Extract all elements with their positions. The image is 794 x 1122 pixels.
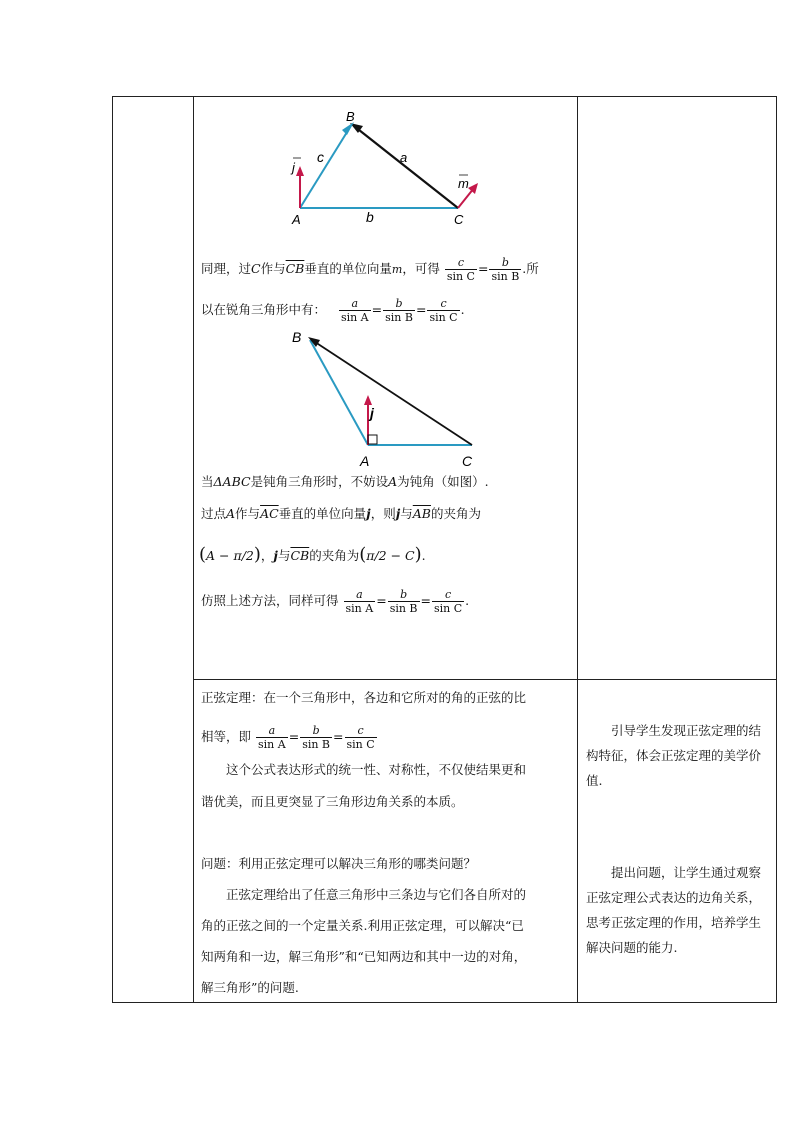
fraction-c-sinC: $\frac{c}{\text{sin C}}$: [446, 256, 475, 283]
vector-j: j: [273, 548, 278, 563]
text-fragment: 当: [201, 474, 214, 489]
teaching-note-1: 引导学生发现正弦定理的结构特征，体会正弦定理的美学价值.: [586, 723, 762, 788]
text-fragment: 垂直的单位向量: [304, 261, 392, 276]
text-line-6: [201, 588, 469, 615]
vector-j: j: [395, 506, 401, 521]
fraction-a-sinA: $\frac{a}{\text{sin A}}$: [258, 724, 286, 751]
text-fragment: 是钝角三角形时，不妨设: [250, 474, 389, 489]
equals-sign: =: [333, 729, 344, 744]
text-fragment: 与: [400, 506, 413, 521]
fraction-b-sinB: $\frac{b}{\text{sin B}}$: [389, 588, 418, 615]
vector-AC: $\overline{AC}$: [260, 506, 279, 521]
text-fragment: 的夹角为: [430, 506, 481, 521]
text-fragment: .: [460, 302, 465, 317]
paragraph-line: 解三角形”的问题.: [201, 980, 299, 995]
fraction-c-sinC: $\frac{c}{\text{sin C}}$: [346, 724, 375, 751]
angle-expression-1: A − π/2: [206, 548, 254, 563]
paragraph-line: 知两角和一边，解三角形”和“已知两边和其中一边的对角，: [201, 949, 527, 964]
equals-sign: =: [477, 261, 489, 276]
fraction-b-sinB: $\frac{b}{\text{sin B}}$: [302, 724, 331, 751]
vertex-C-label: C: [454, 212, 464, 227]
text-fragment: 以在锐角三角形中有：: [201, 302, 327, 317]
side-b-label: b: [366, 209, 374, 225]
vector-j-label: j: [292, 160, 295, 175]
text-fragment: .: [421, 548, 426, 563]
text-fragment: 为钝角（如图）.: [397, 474, 489, 489]
text-fragment: 同理，过: [201, 261, 252, 276]
acute-triangle-figure: [280, 104, 500, 228]
teaching-note-2: 提出问题，让学生通过观察正弦定理公式表达的边角关系，思考正弦定理的作用，培养学生解决问题的能力.: [586, 865, 762, 955]
text-fragment: 作与: [235, 506, 261, 521]
paragraph-line: 这个公式表达形式的统一性、对称性，不仅使结果更和: [226, 762, 527, 777]
text-line-1: [201, 256, 539, 283]
fraction-c-sinC: $\frac{c}{\text{sin C}}$: [434, 588, 463, 615]
question-line: 问题：利用正弦定理可以解决三角形的哪类问题？: [201, 856, 477, 871]
paragraph-line: 角的正弦之间的一个定量关系.利用正弦定理，可以解决“已: [201, 918, 524, 933]
equals-sign: =: [376, 593, 387, 608]
vector-AB: $\overline{AB}$: [412, 506, 431, 521]
sine-law-statement: 正弦定理：在一个三角形中，各边和它所对的角的正弦的比: [201, 690, 527, 705]
text-fragment: 与: [277, 548, 291, 563]
vector-j: j: [366, 506, 371, 521]
vertex-B-label: B: [292, 329, 302, 345]
side-c-label: c: [317, 149, 324, 165]
equals-sign: =: [288, 729, 300, 744]
obtuse-triangle-figure: [286, 324, 486, 470]
vertex-A-label: A: [360, 453, 370, 469]
point-A: A: [226, 506, 236, 521]
text-fragment: ，可得: [402, 261, 440, 276]
equals-sign: =: [371, 302, 383, 317]
text-fragment: ，: [260, 548, 274, 563]
vector-m-label: m: [458, 176, 469, 191]
paragraph-line: 正弦定理给出了任意三角形中三条边与它们各自所对的: [226, 887, 527, 902]
row-divider: [193, 679, 776, 680]
fraction-b-sinB: $\frac{b}{\text{sin B}}$: [491, 256, 520, 283]
text-fragment: 的夹角为: [309, 548, 360, 563]
column-divider-1: [193, 97, 194, 1002]
fraction-c-sinC: $\frac{c}{\text{sin C}}$: [429, 297, 458, 324]
sine-law-formula-line: [201, 724, 378, 751]
text-line-2: [201, 297, 465, 324]
fraction-b-sinB: $\frac{b}{\text{sin B}}$: [385, 297, 413, 324]
text-line-4: [201, 506, 481, 522]
text-line-3: [201, 474, 489, 490]
text-fragment: 垂直的单位向量: [278, 506, 367, 521]
column-divider-2: [577, 97, 578, 1002]
text-fragment: 相等，即: [201, 729, 252, 744]
text-fragment: 仿照上述方法，同样可得: [201, 593, 339, 608]
point-C: C: [251, 261, 261, 276]
vertex-C-label: C: [462, 453, 473, 469]
text-fragment: .: [465, 593, 470, 608]
text-fragment: 过点: [201, 506, 227, 521]
vertex-B-label: B: [346, 109, 355, 124]
paragraph-line: 谐优美，而且更突显了三角形边角关系的本质。: [201, 794, 464, 809]
vertex-A-label: A: [292, 212, 301, 227]
vector-CB: $\overline{CB}$: [285, 261, 305, 276]
vector-m: m: [391, 263, 403, 276]
text-fragment: 作与: [260, 261, 286, 276]
angle-A: A: [388, 474, 398, 489]
angle-expression-2: π/2 − C: [366, 548, 415, 563]
triangle-ABC: ΔABC: [213, 474, 251, 489]
text-line-5: (A − π/2)，j与$\overline{CB}$的夹角为(π/2 − C).: [199, 544, 426, 565]
side-a-label: a: [400, 150, 408, 165]
text-fragment: .所: [522, 261, 539, 276]
fraction-a-sinA: $\frac{a}{\text{sin A}}$: [340, 297, 369, 324]
equals-sign: =: [415, 302, 427, 317]
text-fragment: ，则: [370, 506, 396, 521]
vector-CB: $\overline{CB}$: [290, 548, 310, 563]
equals-sign: =: [420, 593, 431, 608]
fraction-a-sinA: $\frac{a}{\text{sin A}}$: [345, 588, 374, 615]
vector-j-label: j: [370, 405, 374, 421]
